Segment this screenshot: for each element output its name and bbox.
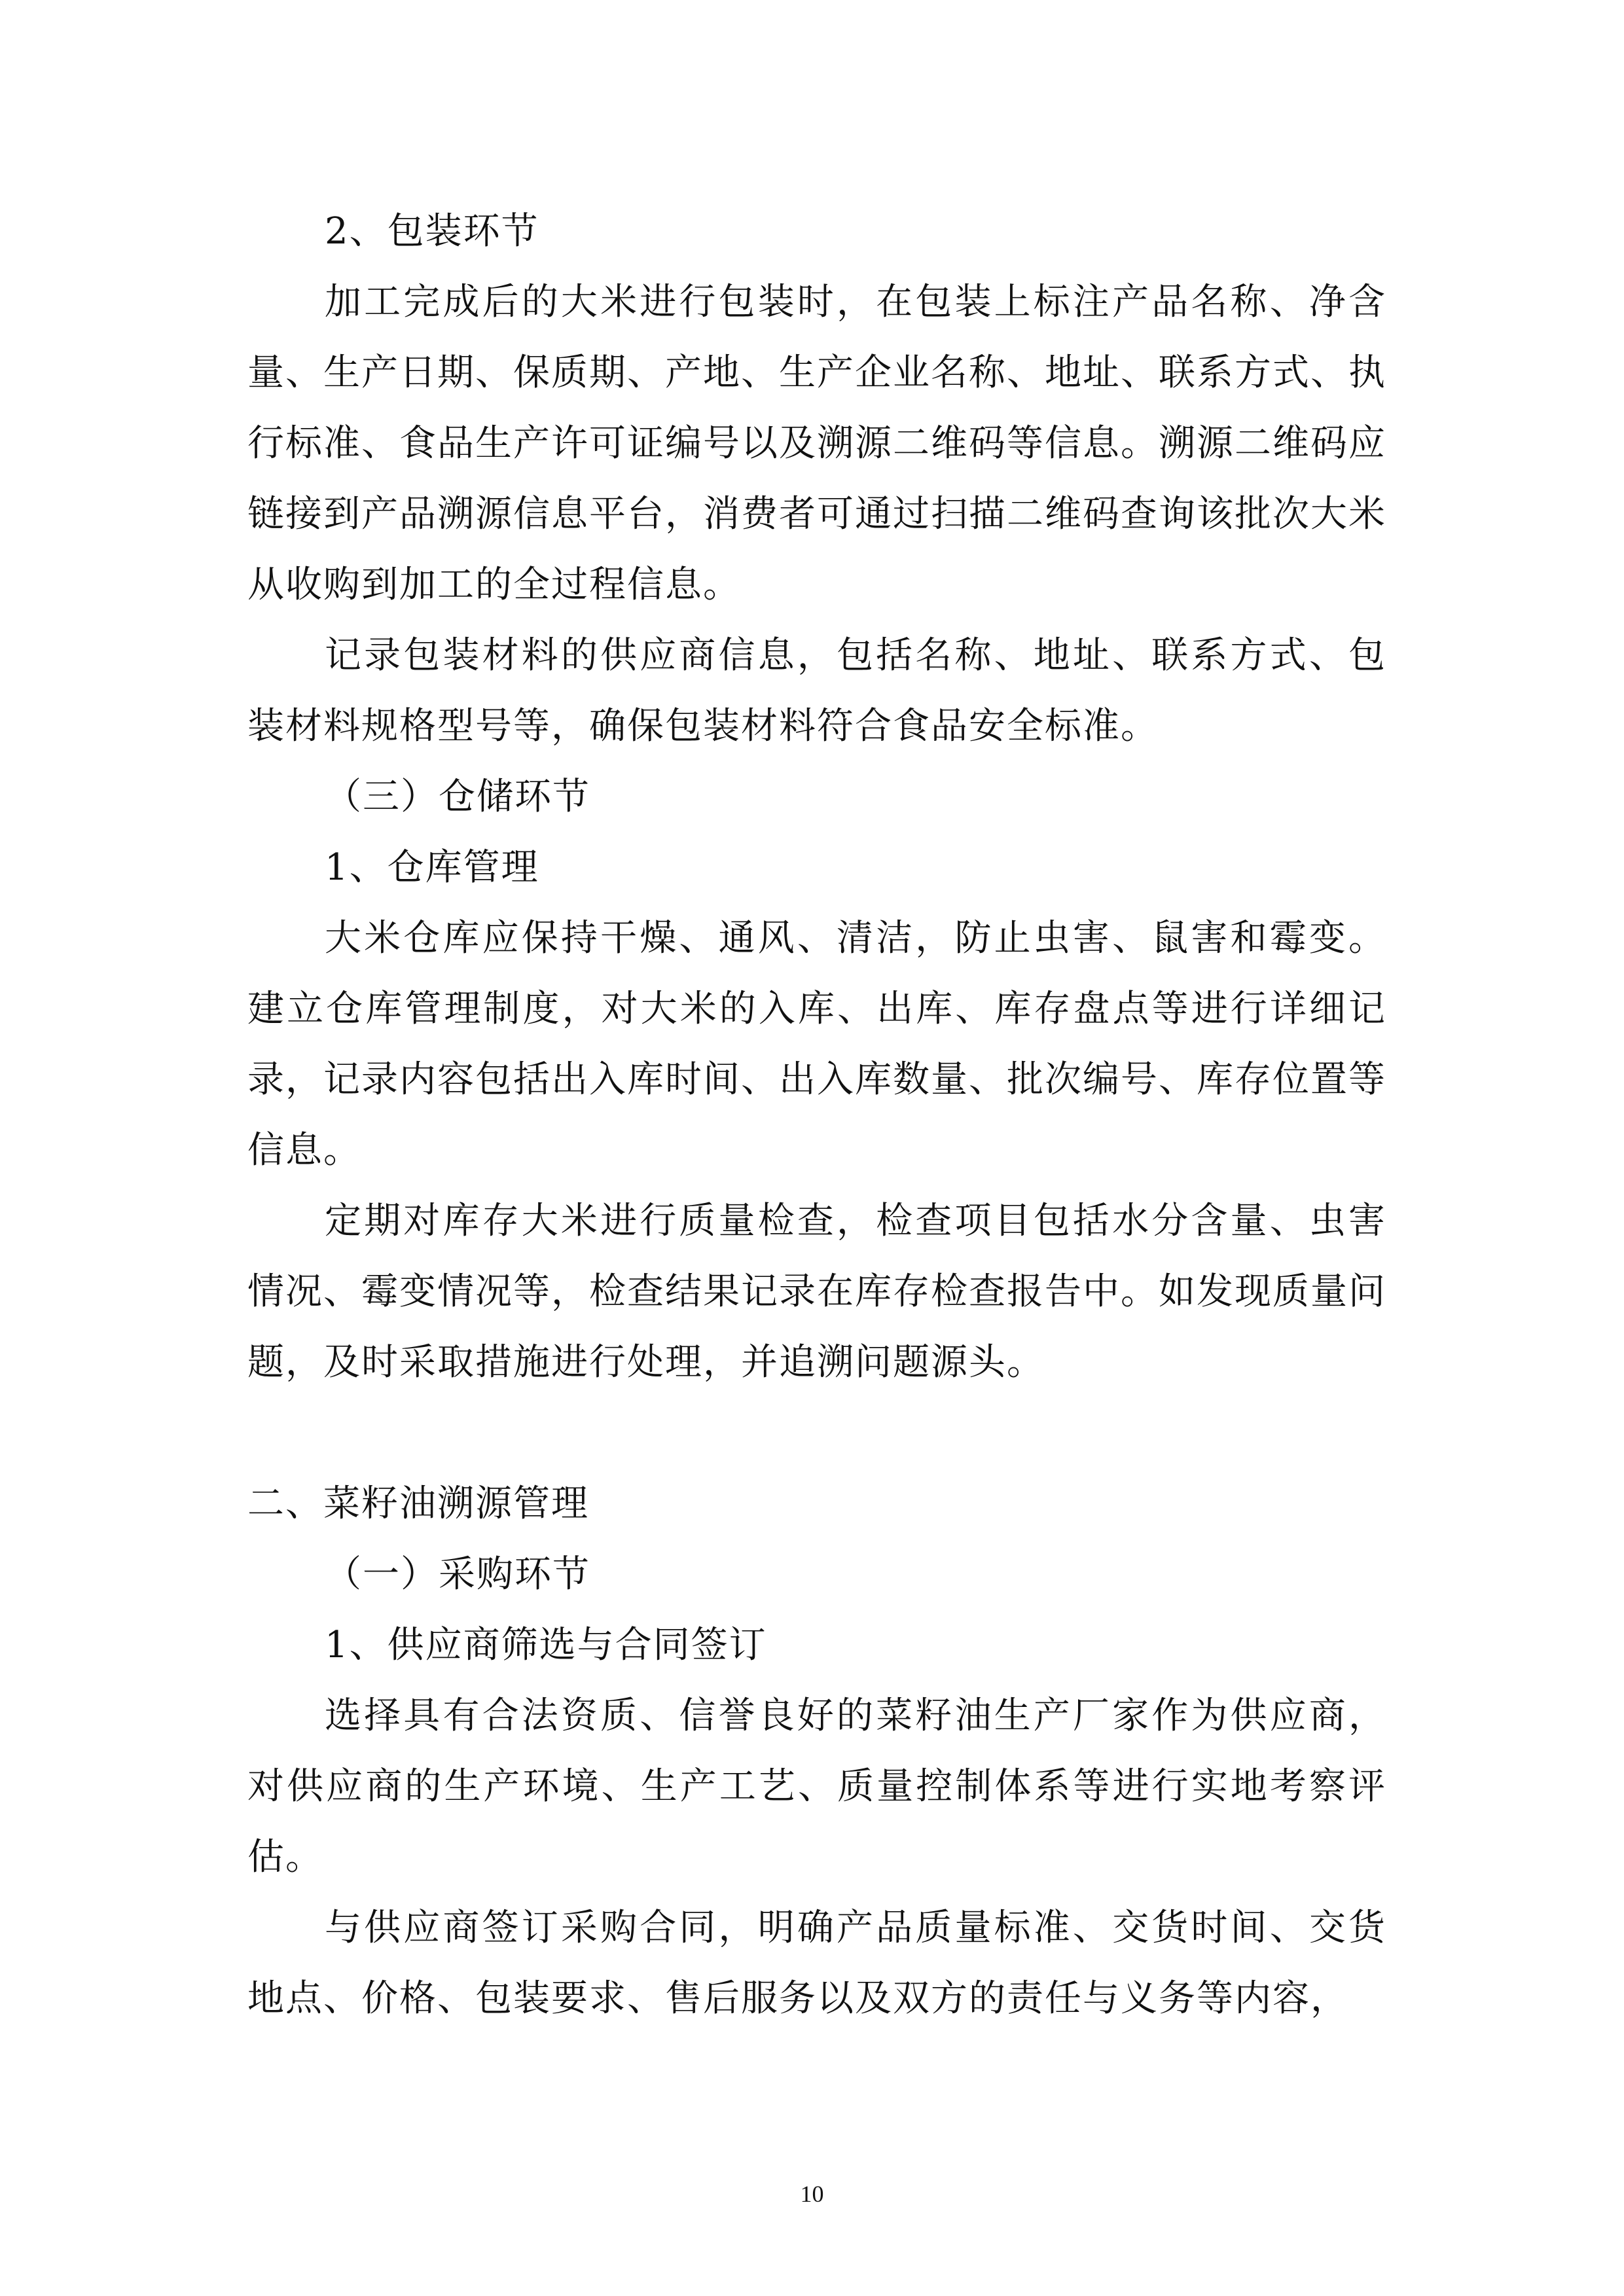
section-spacer bbox=[247, 1398, 1386, 1469]
chapter-heading-rapeseed-oil: 二、菜籽油溯源管理 bbox=[247, 1482, 589, 1525]
subheading-packaging: 2、包装环节 bbox=[325, 210, 539, 253]
paragraph-packaging-supplier: 记录包装材料的供应商信息，包括名称、地址、联系方式、包装材料规格型号等，确保包装材料符合食品安全标准。 bbox=[247, 634, 1386, 747]
paragraph-purchase-contract: 与供应商签订采购合同，明确产品质量标准、交货时间、交货地点、价格、包装要求、售后服务以及双方的责任与义务等内容， bbox=[247, 1907, 1386, 2020]
paragraph-supplier-screening: 选择具有合法资质、信誉良好的菜籽油生产厂家作为供应商，对供应商的生产环境、生产工艺、质量控制体系等进行实地考察评估。 bbox=[247, 1695, 1386, 1878]
subheading-supplier-selection: 1、供应商筛选与合同签订 bbox=[325, 1624, 767, 1666]
paragraph-quality-inspection: 定期对库存大米进行质量检查，检查项目包括水分含量、虫害情况、霉变情况等，检查结果记录在库存检查报告中。如发现质量问题，及时采取措施进行处理，并追溯问题源头。 bbox=[247, 1200, 1386, 1384]
page-content bbox=[247, 196, 1386, 2034]
page-number: 10 bbox=[800, 2181, 824, 2207]
section-heading-procurement: （一）采购环节 bbox=[325, 1553, 590, 1596]
paragraph-packaging-labeling: 加工完成后的大米进行包装时，在包装上标注产品名称、净含量、生产日期、保质期、产地、生产企业名称、地址、联系方式、执行标准、食品生产许可证编号以及溯源二维码等信息。溯源二维码应链接到产品溯源信息平台，消费者可通过扫描二维码查询该批次大米从收购到加工的全过程信息。 bbox=[247, 281, 1386, 606]
section-heading-storage: （三）仓储环节 bbox=[325, 776, 590, 818]
subheading-warehouse: 1、仓库管理 bbox=[325, 846, 539, 889]
paragraph-warehouse-management: 大米仓库应保持干燥、通风、清洁，防止虫害、鼠害和霉变。建立仓库管理制度，对大米的入库、出库、库存盘点等进行详细记录，记录内容包括出入库时间、出入库数量、批次编号、库存位置等信息。 bbox=[247, 917, 1386, 1172]
